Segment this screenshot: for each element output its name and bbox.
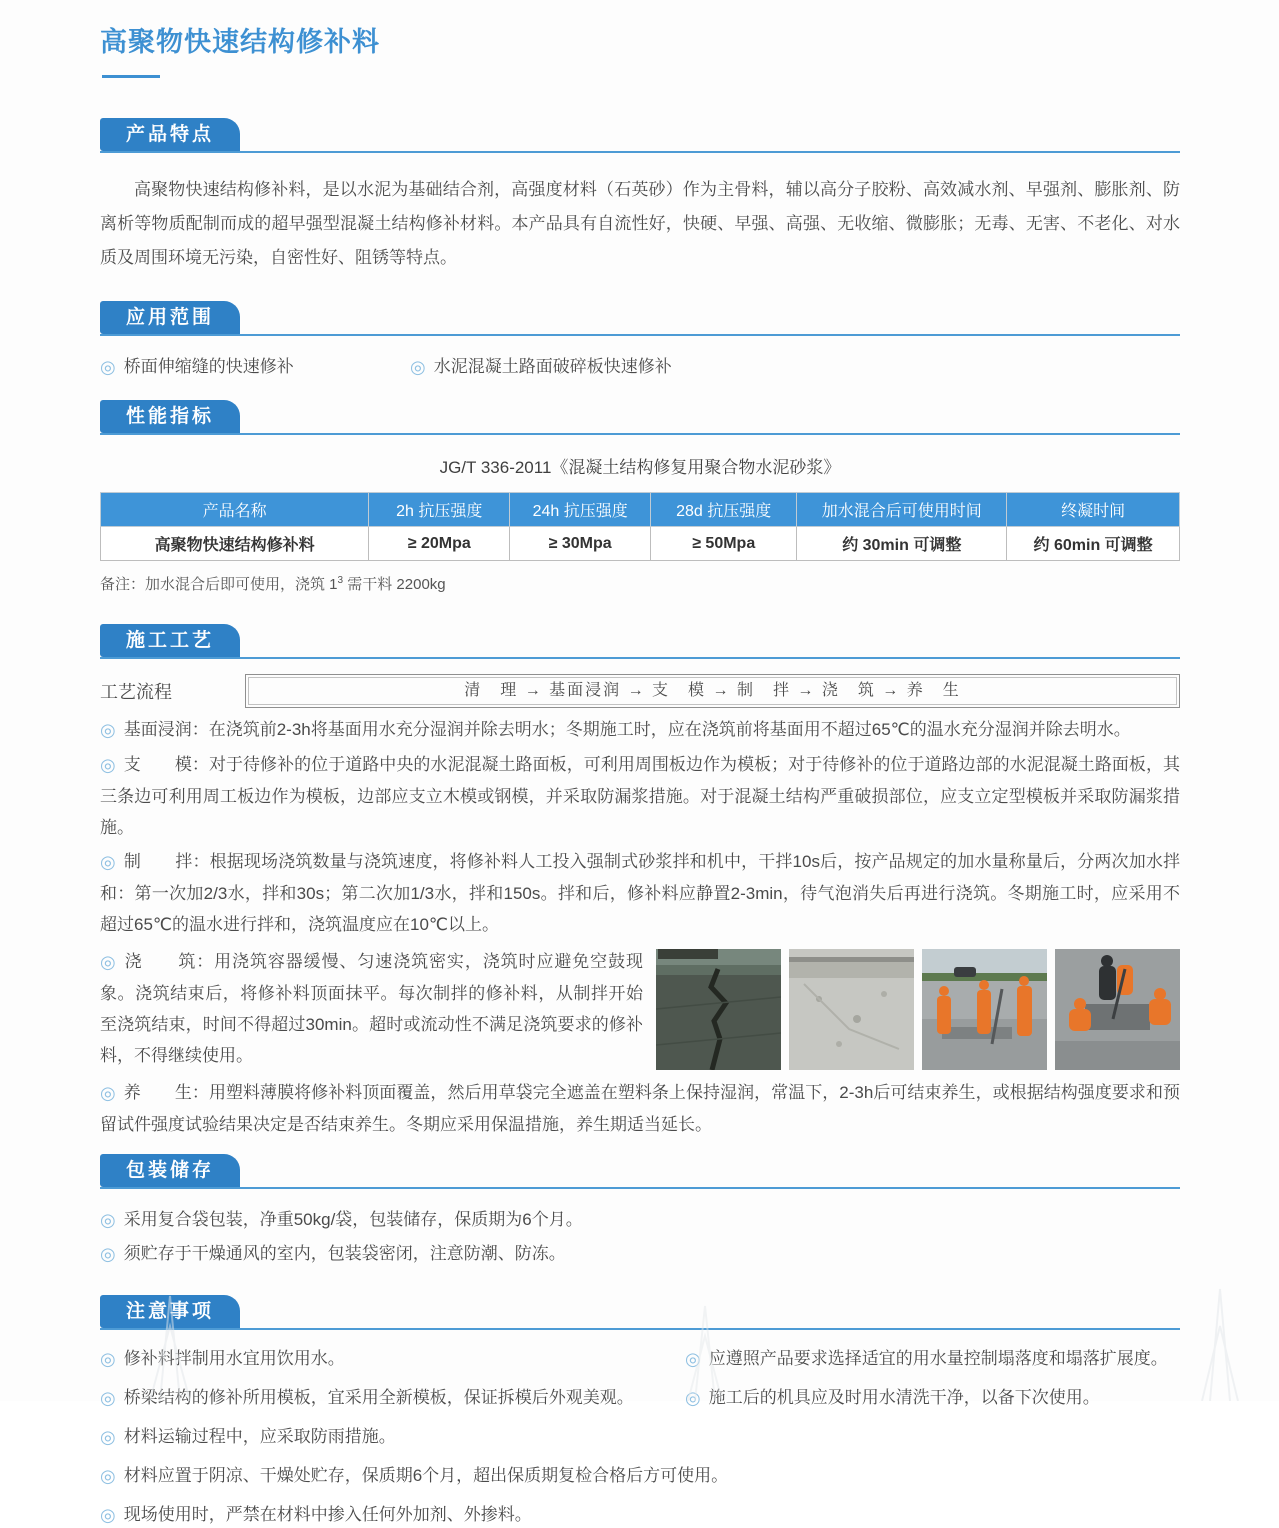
list-item (100, 1502, 1180, 1528)
section-tab-features: 产品特点 (100, 118, 240, 151)
step-text: 用塑料薄膜将修补料顶面覆盖，然后用草袋完全遮盖在塑料条上保持湿润，常温下，2-3h后可结束养生，或根据结构强度要求和预留试件强度试验结果决定是否结束养生。冬期应采用保温措施，养生期适当延长。 (100, 1083, 1180, 1134)
section-construction (100, 624, 1180, 1140)
section-tab-application: 应用范围 (100, 301, 240, 334)
notice-label: 修补料拌制用水宜用饮用水。 (123, 1349, 345, 1368)
section-heading-notices (100, 1295, 1180, 1330)
bullet-icon: ◎ (100, 1388, 116, 1408)
bullet-icon: ◎ (100, 357, 116, 377)
table-note (100, 573, 1180, 594)
photo-cracked-pavement (656, 949, 781, 1070)
note-text: 备注：加水混合后即可使用，浇筑 1 (100, 576, 338, 593)
section-application (100, 301, 1180, 378)
bullet-icon: ◎ (685, 1388, 701, 1408)
step-text: 对于待修补的位于道路中央的水泥混凝土路面板，可利用周围板边作为模板；对于待修补的位于道路边部的水泥混凝土路面板，其三条边可利用周工板边作为模板，边部应支立木模或钢模，并采取防漏浆措施。对于混凝土结构严重破损部位，应支立定型模板并采取防漏浆措施。 (100, 755, 1180, 837)
bullet-icon: ◎ (410, 357, 426, 377)
notice-label: 桥梁结构的修补所用模板，宜采用全新模板，保证拆模后外观美观。 (123, 1388, 634, 1407)
table-header-row (101, 493, 1180, 527)
list-item (100, 1346, 685, 1372)
section-heading-features (100, 118, 1180, 153)
note-superscript: 3 (337, 575, 344, 586)
section-performance (100, 400, 1180, 594)
bullet-icon: ◎ (100, 1427, 116, 1447)
application-item-label: 桥面伸缩缝的快速修补 (123, 357, 294, 376)
table-cell: 约 60min 可调整 (1007, 527, 1180, 561)
notice-label: 材料运输过程中，应采取防雨措施。 (123, 1427, 396, 1446)
list-item (100, 352, 410, 378)
page-title: 高聚物快速结构修补料 (100, 27, 380, 57)
process-flow-row (100, 674, 1180, 708)
list-item (100, 1237, 1180, 1271)
step-text: 在浇筑前2-3h将基面用水充分湿润并除去明水；冬期施工时，应在浇筑前将基面用不超过65℃的温水充分湿润并除去明水。 (208, 720, 1131, 739)
column-header: 产品名称 (101, 493, 369, 527)
bullet-icon: ◎ (100, 852, 116, 872)
title-underline (102, 75, 160, 78)
section-heading-performance (100, 400, 1180, 435)
construction-step (100, 749, 1180, 843)
watermark-bridge-tower (1180, 1281, 1260, 1401)
notice-label: 材料应置于阴凉、干燥处贮存，保质期6个月，超出保质期复检合格后方可使用。 (123, 1466, 729, 1485)
packaging-item-label: 采用复合袋包装，净重50kg/袋，包装储存，保质期为6个月。 (123, 1210, 583, 1229)
step-label: 支 模： (123, 755, 209, 774)
bullet-icon: ◎ (100, 1349, 116, 1369)
note-text: 需干料 2200kg (343, 576, 446, 593)
section-tab-packaging: 包装储存 (100, 1154, 240, 1187)
process-flow-box (245, 674, 1180, 708)
table-cell: ≥ 30Mpa (510, 527, 651, 561)
performance-table (100, 492, 1180, 561)
section-tab-construction: 施工工艺 (100, 624, 240, 657)
application-item-label: 水泥混凝土路面破碎板快速修补 (433, 357, 672, 376)
table-cell: ≥ 20Mpa (369, 527, 510, 561)
construction-step (100, 714, 1180, 746)
bullet-icon: ◎ (100, 1505, 116, 1525)
packaging-list (100, 1203, 1180, 1271)
table-cell: 高聚物快速结构修补料 (101, 527, 369, 561)
construction-step (100, 1077, 1180, 1140)
table-cell: ≥ 50Mpa (651, 527, 797, 561)
bullet-icon: ◎ (100, 720, 116, 740)
column-header: 2h 抗压强度 (369, 493, 510, 527)
bullet-icon: ◎ (100, 1210, 116, 1230)
features-paragraph: 高聚物快速结构修补料，是以水泥为基础结合剂，高强度材料（石英砂）作为主骨料，辅以高分子胶粉、高效减水剂、早强剂、膨胀剂、防离析等物质配制而成的超早强型混凝土结构修补材料。本产品具有自流性好，快硬、早强、高强、无收缩、微膨胀；无毒、无害、不老化、对水质及周围环境无污染，自密性好、阻锈等特点。 (100, 180, 1180, 267)
step-label: 浇 筑： (124, 952, 215, 971)
step-label: 基面浸润： (123, 720, 209, 739)
process-flow-text: 清 理 → 基面浸润 → 支 模 → 制 拌 → 浇 筑 → 养 生 (248, 677, 1177, 705)
section-heading-application (100, 301, 1180, 336)
bullet-icon: ◎ (100, 1466, 116, 1486)
column-header: 28d 抗压强度 (651, 493, 797, 527)
list-item (685, 1385, 1180, 1411)
step-label: 制 拌： (123, 852, 210, 871)
notice-label: 现场使用时，严禁在材料中掺入任何外加剂、外掺料。 (123, 1505, 532, 1524)
bullet-icon: ◎ (100, 755, 116, 775)
list-item (685, 1346, 1180, 1372)
site-photo-strip (643, 949, 1180, 1070)
list-item (100, 1385, 685, 1411)
packaging-item-label: 须贮存于干燥通风的室内，包装袋密闭，注意防潮、防冻。 (123, 1244, 566, 1263)
section-heading-packaging (100, 1154, 1180, 1189)
section-heading-construction (100, 624, 1180, 659)
bullet-icon: ◎ (100, 952, 117, 972)
list-item (100, 1424, 1180, 1450)
section-notices (100, 1295, 1180, 1528)
column-header: 24h 抗压强度 (510, 493, 651, 527)
notices-list (100, 1346, 1180, 1528)
step-text: 用浇筑容器缓慢、匀速浇筑密实，浇筑时应避免空鼓现象。浇筑结束后，将修补料顶面抹平。每次制拌的修补料，从制拌开始至浇筑结束，时间不得超过30min。超时或流动性不满足浇筑要求的修补料，不得继续使用。 (100, 952, 643, 1065)
step-text: 根据现场浇筑数量与浇筑速度，将修补料人工投入强制式砂浆拌和机中，干拌10s后，按产品规定的加水量称量后，分两次加水拌和：第一次加2/3水，拌和30s；第二次加1/3水，拌和150s。拌和后，修补料应静置2-3min，待气泡消失后再进行浇筑。冬期施工时，应采用不超过65℃的温水进行拌和，浇筑温度应在10℃以上。 (100, 852, 1180, 934)
photo-road-repair-crew (922, 949, 1047, 1070)
step-label: 养 生： (123, 1083, 209, 1102)
pour-step-with-photos (100, 943, 1180, 1074)
section-features (100, 118, 1180, 275)
process-flow-label: 工艺流程 (100, 682, 172, 702)
list-item (100, 1203, 1180, 1237)
list-item (410, 352, 672, 378)
section-tab-performance: 性能指标 (100, 400, 240, 433)
table-row (101, 527, 1180, 561)
column-header: 加水混合后可使用时间 (797, 493, 1007, 527)
section-tab-notices: 注意事项 (100, 1295, 240, 1328)
application-list (100, 352, 1180, 378)
table-cell: 约 30min 可调整 (797, 527, 1007, 561)
section-packaging (100, 1154, 1180, 1271)
construction-step (100, 846, 1180, 940)
notice-label: 施工后的机具应及时用水清洗干净，以备下次使用。 (708, 1388, 1100, 1407)
construction-step (100, 946, 643, 1071)
photo-workers-pouring-repair (1055, 949, 1180, 1070)
column-header: 终凝时间 (1007, 493, 1180, 527)
photo-damaged-concrete-slab (789, 949, 914, 1070)
list-item (100, 1463, 1180, 1489)
standard-reference: JG/T 336-2011《混凝土结构修复用聚合物水泥砂浆》 (439, 458, 841, 477)
bullet-icon: ◎ (685, 1349, 701, 1369)
notice-label: 应遵照产品要求选择适宜的用水量控制塌落度和塌落扩展度。 (708, 1349, 1168, 1368)
bullet-icon: ◎ (100, 1244, 116, 1264)
bullet-icon: ◎ (100, 1083, 116, 1103)
